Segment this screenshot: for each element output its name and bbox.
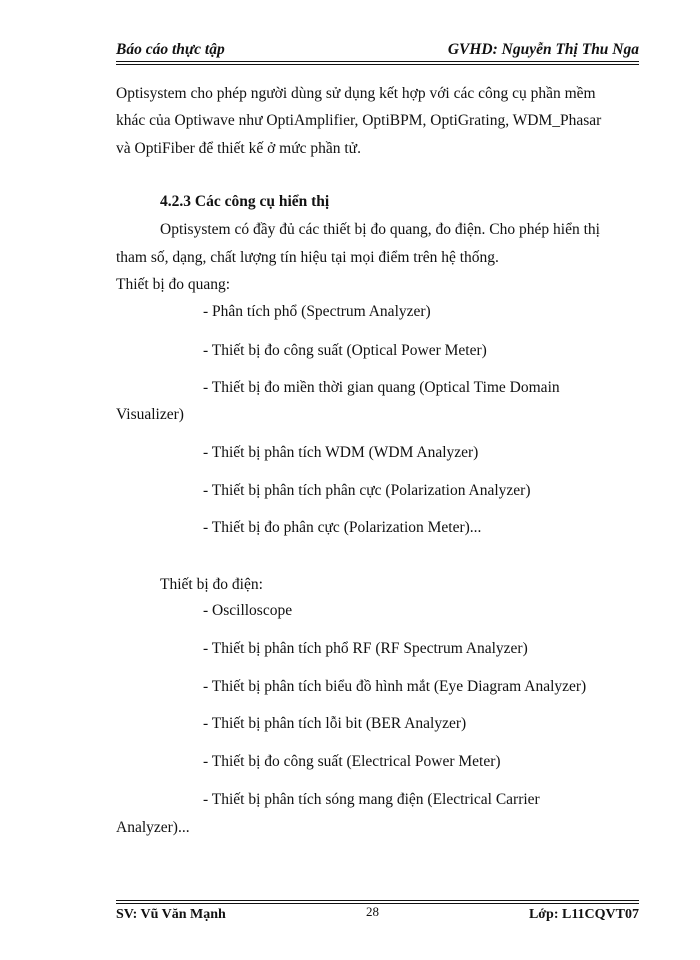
- electrical-item-rf-spectrum: - Thiết bị phân tích phổ RF (RF Spectrum Analyzer): [203, 640, 528, 657]
- header-divider-top: [116, 61, 639, 62]
- section-heading: 4.2.3 Các công cụ hiển thị: [160, 193, 330, 210]
- footer-class-code: Lớp: L11CQVT07: [528, 907, 639, 922]
- electrical-item-eye-diagram: - Thiết bị phân tích biểu đồ hình mắt (Eye Diagram Analyzer): [203, 678, 587, 695]
- header-divider-bottom: [116, 64, 639, 65]
- intro-line-3: và OptiFiber để thiết kế ở mức phần tử.: [116, 140, 361, 157]
- header-supervisor: GVHD: Nguyễn Thị Thu Nga: [447, 41, 639, 58]
- optical-item-spectrum-analyzer: - Phân tích phổ (Spectrum Analyzer): [203, 303, 431, 320]
- optical-item-power-meter: - Thiết bị đo công suất (Optical Power Meter): [203, 342, 487, 359]
- footer-divider-top: [116, 900, 639, 901]
- electrical-item-carrier-analyzer-cont: Analyzer)...: [116, 819, 190, 836]
- electrical-item-oscilloscope: - Oscilloscope: [203, 602, 293, 619]
- electrical-devices-label: Thiết bị đo điện:: [160, 576, 263, 593]
- intro-line-1: Optisystem cho phép người dùng sử dụng kết hợp với các công cụ phần mềm: [116, 85, 596, 102]
- electrical-item-carrier-analyzer: - Thiết bị phân tích sóng mang điện (Electrical Carrier: [203, 791, 540, 808]
- electrical-item-power-meter: - Thiết bị đo công suất (Electrical Power Meter): [203, 753, 501, 770]
- section-line-1: Optisystem có đầy đủ các thiết bị đo quang, đo điện. Cho phép hiển thị: [160, 221, 600, 238]
- optical-item-polarization-meter: - Thiết bị đo phân cực (Polarization Meter)...: [203, 519, 482, 536]
- optical-item-time-domain-cont: Visualizer): [116, 406, 184, 423]
- footer-student-name: SV: Vũ Văn Mạnh: [116, 907, 226, 922]
- intro-line-2: khác của Optiwave như OptiAmplifier, OptiBPM, OptiGrating, WDM_Phasar: [116, 112, 602, 129]
- optical-item-wdm-analyzer: - Thiết bị phân tích WDM (WDM Analyzer): [203, 444, 479, 461]
- optical-devices-label: Thiết bị đo quang:: [116, 276, 231, 293]
- electrical-item-ber-analyzer: - Thiết bị phân tích lỗi bit (BER Analyzer): [203, 715, 467, 732]
- optical-item-polarization-analyzer: - Thiết bị phân tích phân cực (Polarization Analyzer): [203, 482, 531, 499]
- section-line-2: tham số, dạng, chất lượng tín hiệu tại mọi điểm trên hệ thống.: [116, 249, 499, 266]
- footer-page-number: 28: [366, 904, 379, 919]
- header-report-title: Báo cáo thực tập: [116, 41, 225, 58]
- optical-item-time-domain: - Thiết bị đo miền thời gian quang (Optical Time Domain: [203, 379, 560, 396]
